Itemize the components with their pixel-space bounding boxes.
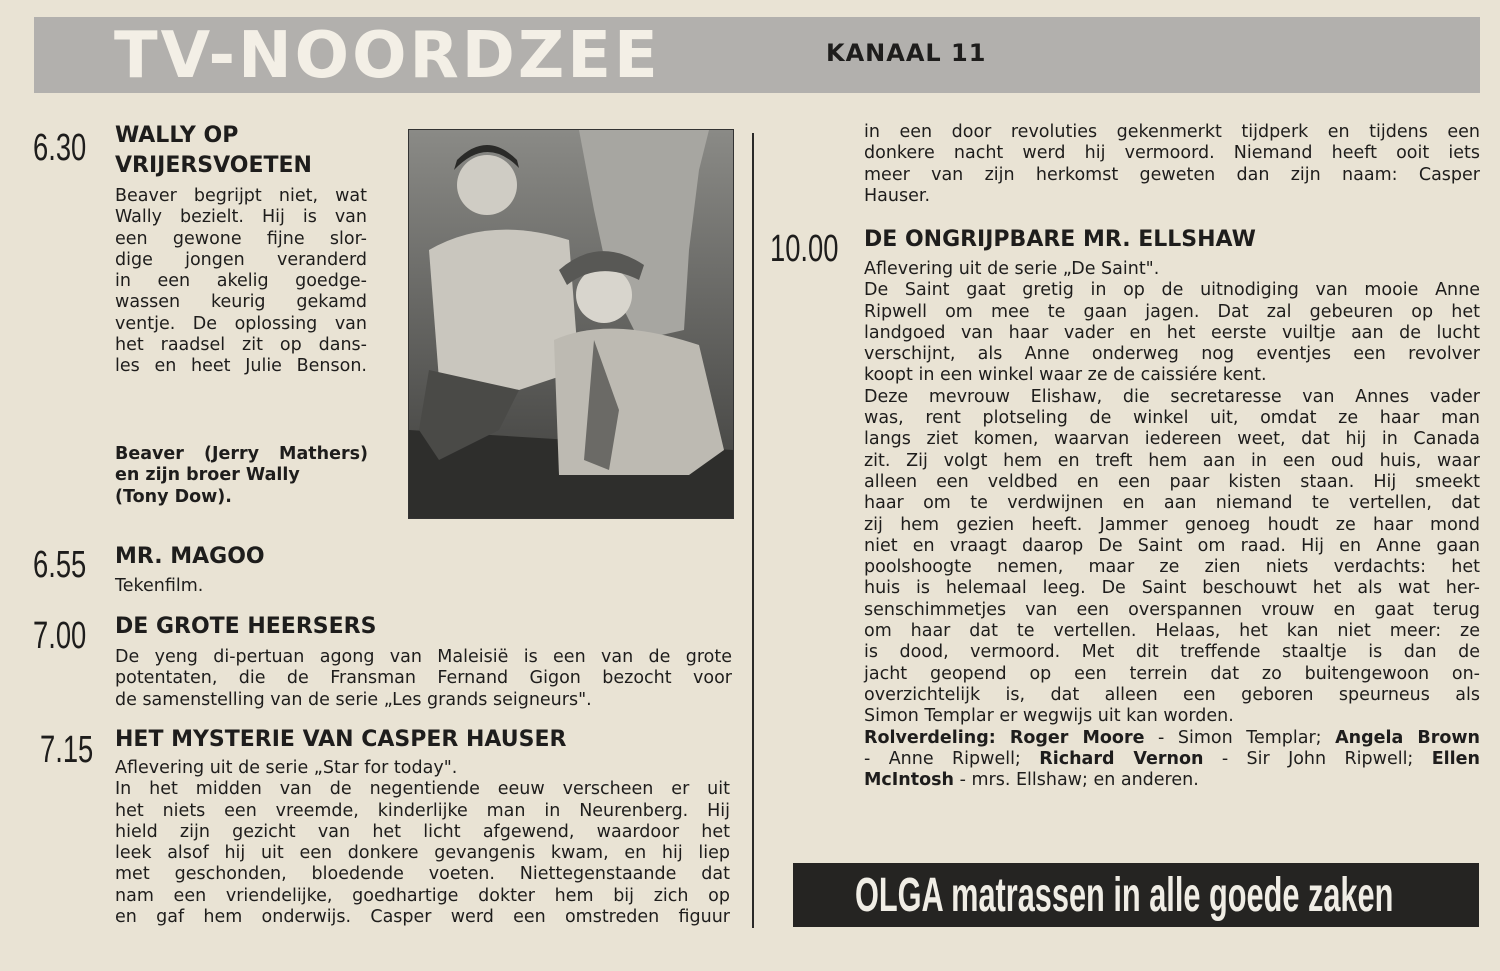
cast-text: McIntosh <box>864 770 955 791</box>
text-line: niet en vraagt daarop De Saint om raad. Hij en Anne gaan <box>864 535 1480 556</box>
program-time: 10.00 <box>770 228 839 270</box>
program-title-line: WALLY OP <box>115 123 239 148</box>
advertisement-text: OLGA matrassen in alle goede zaken <box>855 869 1394 922</box>
cast-text: Richard Vernon <box>1039 748 1204 769</box>
text-line: poolshoogte nemen, maar ze zien niets verdachts: het <box>864 557 1480 578</box>
cast-text: Ellen <box>1431 748 1480 769</box>
cast-text: - Simon Templar; <box>1144 727 1336 748</box>
text-line: Wally bezielt. Hij is van <box>115 207 367 228</box>
program-description <box>115 758 730 928</box>
text-line: De Saint gaat gretig in op de uitnodiging van mooie Anne <box>864 280 1480 301</box>
program-time: 6.30 <box>33 127 87 169</box>
program-time: 6.55 <box>33 544 87 586</box>
cast-text: - mrs. Ellshaw; en anderen. <box>954 770 1199 791</box>
text-line: Tekenfilm. <box>115 576 204 596</box>
text-line: Simon Templar er wegwijs uit kan worden. <box>864 706 1234 727</box>
text-line: Aflevering uit de serie „Star for today". <box>115 758 458 778</box>
text-line: om haar dat te vertellen. Helaas, het kan niet meer: ze <box>864 621 1480 642</box>
cast-text: - Anne Ripwell; <box>864 748 1040 769</box>
text-line: Hauser. <box>864 185 931 206</box>
program-title-line: VRIJERSVOETEN <box>115 153 312 178</box>
header-banner <box>34 17 1480 93</box>
program-title: MR. MAGOO <box>115 544 265 569</box>
text-line: overzichtelijk is, dat alleen een geboren speurneus als <box>864 684 1480 705</box>
page-title: TV-NOORDZEE <box>114 19 661 93</box>
advertisement-banner <box>793 863 1479 927</box>
program-description <box>115 576 415 597</box>
text-line: in een akelig goedge- <box>115 271 367 292</box>
text-line: in een door revoluties gekenmerkt tijdperk en tijdens een <box>864 122 1480 142</box>
text-line: verschijnt, als Anne onderweg nog eventjes een revolver <box>864 344 1480 365</box>
text-line: landgoed van haar vader en het eerste vuiltje aan de lucht <box>864 322 1480 343</box>
text-line: met geschonden, bloedende voeten. Niettegenstaande dat <box>115 864 730 885</box>
caption-line: en zijn broer Wally <box>115 465 300 486</box>
text-line: jacht geopend op een terrein dat zo buitengewoon on- <box>864 663 1480 684</box>
program-title: HET MYSTERIE VAN CASPER HAUSER <box>115 727 567 752</box>
text-line: wassen keurig gekamd <box>115 292 367 313</box>
text-line: alleen een veldbed en een paar kisten staan. Hij smeekt <box>864 471 1480 492</box>
text-line: De yeng di-pertuan agong van Maleisië is een van de grote <box>115 647 732 667</box>
program-description <box>115 186 367 378</box>
channel-label: KANAAL 11 <box>826 39 987 67</box>
caption-line: Beaver (Jerry Mathers) <box>115 444 368 464</box>
text-line: leek alsof hij uit een donkere gevangenis kwam, en hij liep <box>115 843 730 864</box>
text-line: en gaf hem onderwijs. Casper werd een omstreden figuur <box>115 907 730 928</box>
cast-text: Angela Brown <box>1335 727 1481 748</box>
photo-caption <box>115 444 368 508</box>
program-description <box>864 259 1480 791</box>
program-time: 7.15 <box>40 729 94 771</box>
program-title: DE GROTE HEERSERS <box>115 614 377 639</box>
text-line: In het midden van de negentiende eeuw verscheen er uit <box>115 779 730 800</box>
text-line: zij hem gezien heeft. Jammer genoeg houdt ze haar mond <box>864 514 1480 535</box>
text-line: ventje. De oplossing van <box>115 313 367 334</box>
text-line: een gewone fijne slor- <box>115 228 367 249</box>
cast-line <box>864 749 1480 770</box>
cast-line <box>864 770 1480 791</box>
program-description <box>115 647 732 711</box>
text-line: donkere nacht werd hij vermoord. Niemand heeft ooit iets <box>864 143 1480 164</box>
text-line: potentaten, die de Fransman Fernand Gigon bezocht voor <box>115 668 732 689</box>
text-line: Ripwell om mee te gaan jagen. Dat zal gebeuren op het <box>864 301 1480 322</box>
text-line: nam een vriendelijke, goedhartige dokter hem bij zich op <box>115 885 730 906</box>
text-line: haar om te verdwijnen en aan niemand te vertellen, dat <box>864 493 1480 514</box>
text-line: zit. Zij volgt hem en treft hem aan in een oud huis, waar <box>864 450 1480 471</box>
text-line: het raadsel zit op dans- <box>115 335 367 356</box>
text-line: meer van zijn herkomst geweten dan zijn naam: Casper <box>864 164 1480 185</box>
caption-line: (Tony Dow). <box>115 486 232 507</box>
text-line: Deze mevrouw Elishaw, die secretaresse van Annes vader <box>864 386 1480 407</box>
text-line: Aflevering uit de serie „De Saint". <box>864 259 1160 279</box>
text-line: senschimmetjes van een overspannen vrouw en gaat terug <box>864 599 1480 620</box>
text-line: Beaver begrijpt niet, wat <box>115 186 367 206</box>
text-line: is dood, vermoord. Met dit treffende staaltje is dan de <box>864 642 1480 663</box>
photo-illustration <box>409 130 733 518</box>
program-description-continued <box>864 122 1480 207</box>
text-line: het niets een vreemde, kinderlijke man in Neurenberg. Hij <box>115 800 730 821</box>
cast-text: Roger Moore <box>1009 727 1145 748</box>
text-line: de samenstelling van de serie „Les grands seigneurs". <box>115 689 592 710</box>
cast-text: Rolverdeling: <box>864 727 1010 748</box>
text-line: dige jongen veranderd <box>115 249 367 270</box>
text-line: les en heet Julie Benson. <box>115 356 367 377</box>
program-time: 7.00 <box>33 615 87 657</box>
text-line: koopt in een winkel waar ze de caissiére kent. <box>864 365 1267 386</box>
program-title: DE ONGRIJPBARE MR. ELLSHAW <box>864 227 1256 252</box>
cast-line <box>864 728 1480 749</box>
text-line: huis is helemaal leeg. De Saint beschouwt het als wat her- <box>864 578 1480 599</box>
text-line: was, rent plotseling de winkel uit, omdat ze haar man <box>864 408 1480 429</box>
column-divider <box>752 133 754 928</box>
text-line: hield zijn gezicht van het licht afgewend, waardoor het <box>115 821 730 842</box>
cast-text: - Sir John Ripwell; <box>1203 748 1432 769</box>
program-photo <box>408 129 734 519</box>
text-line: langs ziet komen, waarvan iedereen weet, dat hij in Canada <box>864 429 1480 450</box>
